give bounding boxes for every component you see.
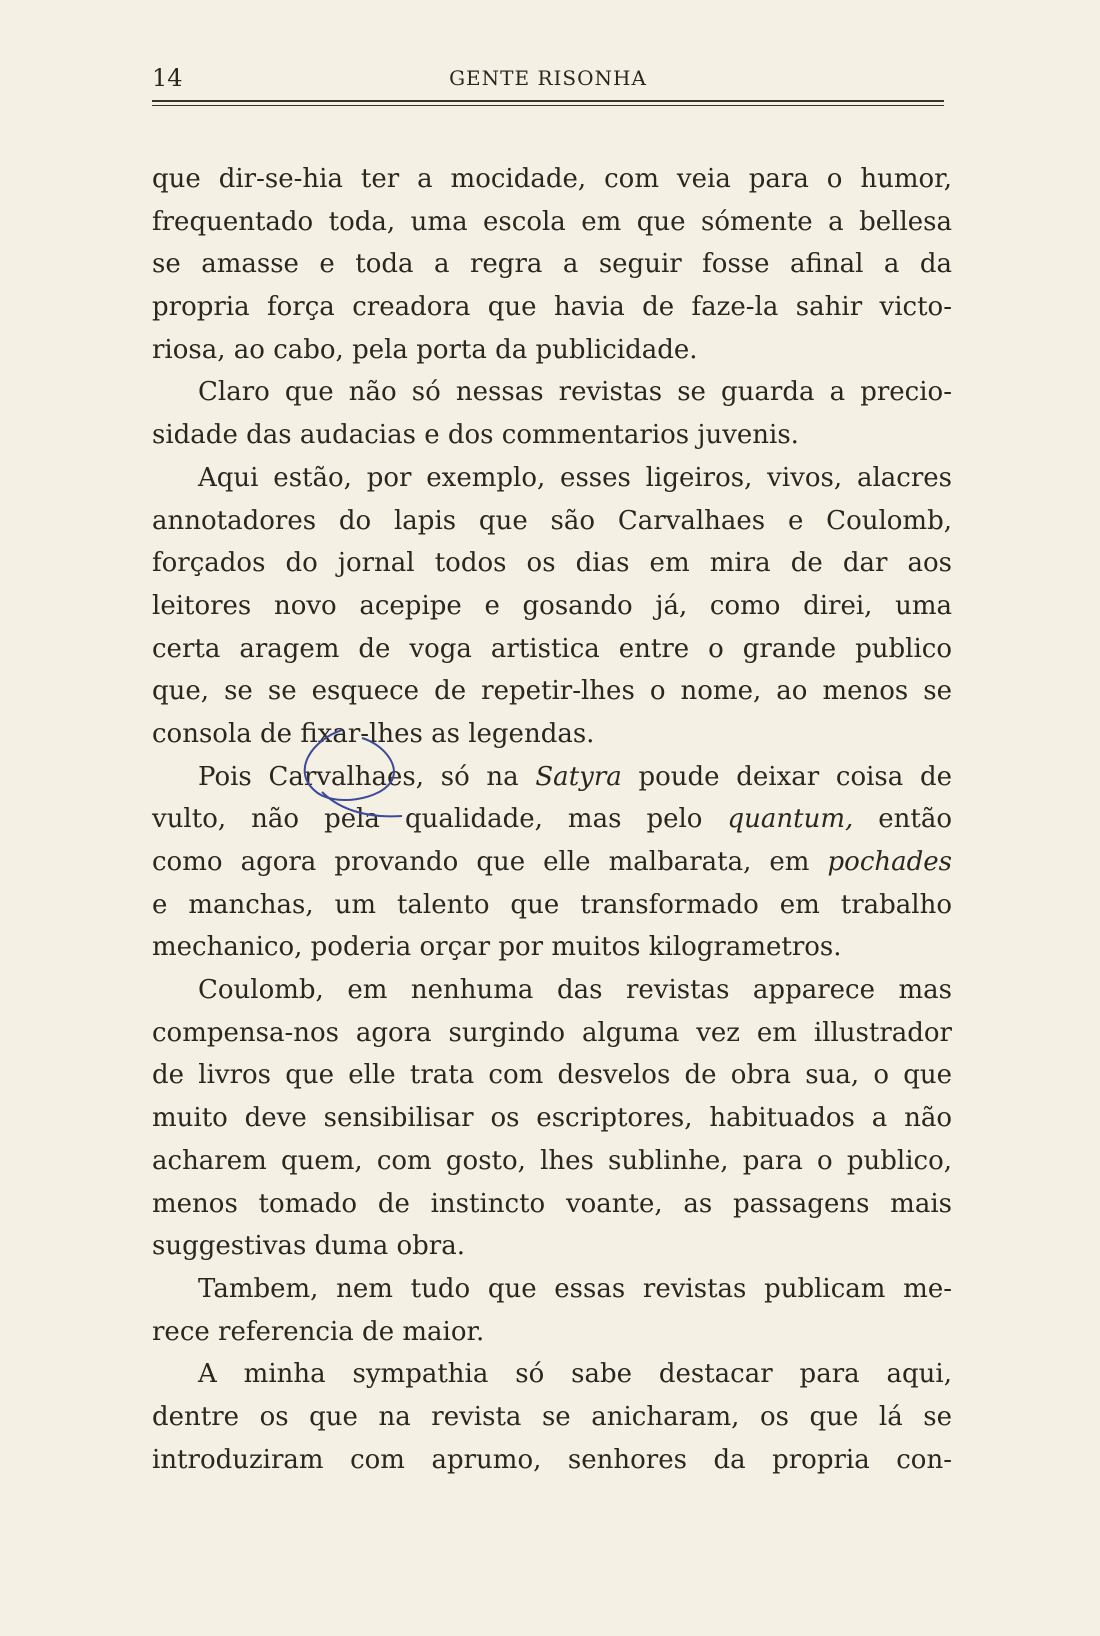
text-line: introduziram com aprumo, senhores da propria con- [152, 1444, 952, 1475]
text-line: propria força creadora que havia de faze-la sahir victo- [152, 292, 952, 323]
text-line [152, 841, 952, 884]
text-line: de livros que elle trata com desvelos de obra sua, o que [152, 1060, 952, 1091]
body-text [152, 158, 952, 1481]
text-line: suggestivas duma obra. [152, 1231, 465, 1262]
text-line: acharem quem, com gosto, lhes sublinhe, para o publico, [152, 1145, 952, 1176]
text-line: leitores novo acepipe e gosando já, como direi, uma [152, 590, 952, 621]
text-line [152, 798, 952, 841]
text-segment: então [878, 804, 952, 835]
text-line: consola de fixar-lhes as legendas. [152, 718, 595, 749]
text-line: annotadores do lapis que são Carvalhaes e Coulomb, [152, 505, 952, 536]
text-line [152, 756, 952, 799]
text-line: que, se se esquece de repetir-lhes o nome, ao menos se [152, 676, 952, 707]
text-line: compensa-nos agora surgindo alguma vez em illustrador [152, 1017, 952, 1048]
page-number: 14 [152, 64, 183, 92]
text-line: rece referencia de maior. [152, 1316, 485, 1347]
italic-term: pochades [827, 847, 952, 877]
header-rule-thin [152, 105, 944, 106]
text-segment: vulto, não pela qualidade, mas pelo [152, 804, 703, 835]
text-line: dentre os que na revista se anicharam, os que lá se [152, 1401, 952, 1432]
text-segment: como agora provando que elle malbarata, em [152, 847, 810, 877]
text-line: Coulomb, em nenhuma das revistas apparece mas [198, 975, 952, 1006]
text-line: certa aragem de voga artistica entre o grande publico [152, 633, 952, 664]
text-line: mechanico, poderia orçar por muitos kilogrametros. [152, 932, 842, 963]
text-line: forçados do jornal todos os dias em mira de dar aos [152, 548, 952, 579]
text-line: riosa, ao cabo, pela porta da publicidade. [152, 334, 698, 365]
text-segment: Pois Carvalhaes, só na [198, 761, 519, 792]
text-line: A minha sympathia só sabe destacar para aqui, [198, 1359, 952, 1390]
text-line: menos tomado de instincto voante, as passagens mais [152, 1188, 952, 1219]
text-line: Aqui estão, por exemplo, esses ligeiros, vivos, alacres [198, 462, 952, 493]
italic-title: Satyra [535, 761, 622, 792]
text-line: se amasse e toda a regra a seguir fosse afinal a da [152, 249, 952, 280]
text-segment: poude deixar coisa de [638, 761, 952, 792]
text-line: muito deve sensibilisar os escriptores, habituados a não [152, 1103, 952, 1134]
text-line: que dir-se-hia ter a mocidade, com veia para o humor, [152, 164, 952, 194]
italic-term: quantum, [727, 804, 854, 835]
text-line: sidade das audacias e dos commentarios juvenis. [152, 420, 799, 451]
text-line: Tambem, nem tudo que essas revistas publicam me- [198, 1273, 952, 1304]
text-line: frequentado toda, uma escola em que sómente a bellesa [152, 206, 952, 237]
text-line: Claro que não só nessas revistas se guarda a precio- [198, 377, 952, 408]
text-line: e manchas, um talento que transformado em trabalho [152, 889, 952, 920]
header-rule [152, 100, 944, 102]
page-header [152, 60, 944, 96]
running-title: GENTE RISONHA [449, 66, 647, 90]
